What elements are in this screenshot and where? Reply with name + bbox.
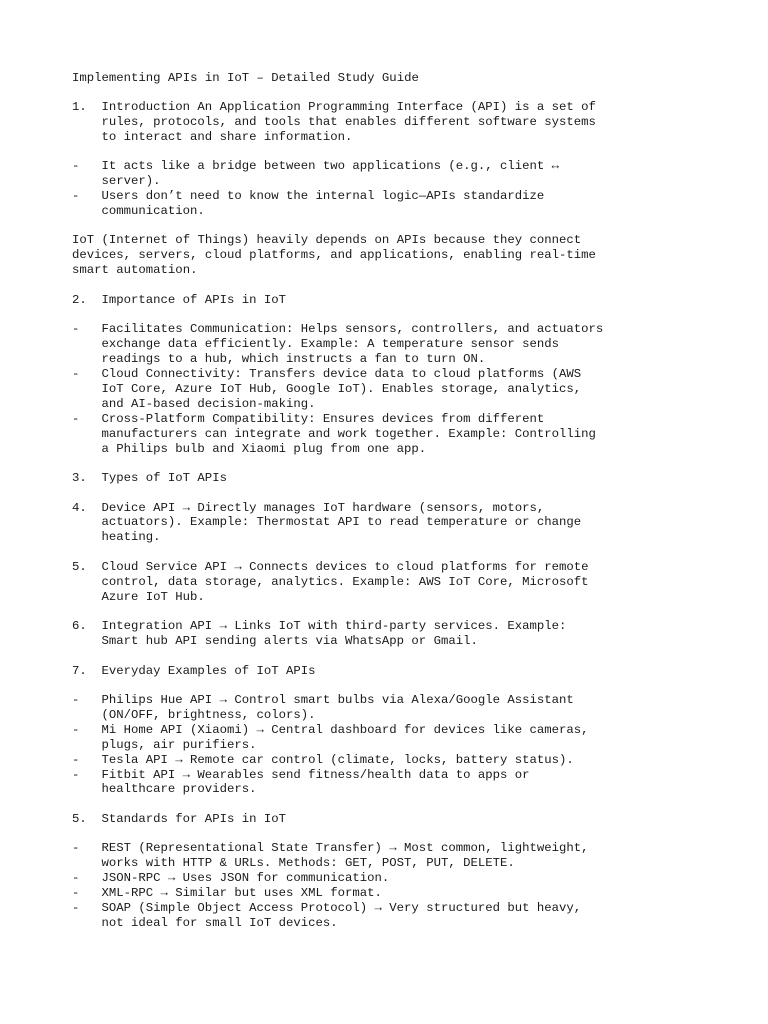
list-item xyxy=(72,693,692,723)
section-number: 5. xyxy=(72,811,87,826)
bullet-marker: - xyxy=(72,322,80,337)
section-types xyxy=(72,471,692,486)
bullet-marker: - xyxy=(72,752,80,767)
section-introduction xyxy=(72,100,692,145)
section-number: 6. xyxy=(72,619,87,634)
bullet-text: It acts like a bridge between two applications (e.g., client ↔ server). xyxy=(101,159,560,189)
list-item xyxy=(72,768,692,798)
section-importance xyxy=(72,293,692,308)
bullet-marker: - xyxy=(72,841,80,856)
section-number: 2. xyxy=(72,292,87,307)
list-item xyxy=(72,367,692,412)
list-item xyxy=(72,753,692,768)
section-integration-api xyxy=(72,619,692,649)
document-page xyxy=(72,71,692,931)
list-item xyxy=(72,871,692,886)
section-standards xyxy=(72,812,692,827)
section-heading: Importance of APIs in IoT xyxy=(101,292,286,307)
bullet-text: SOAP (Simple Object Access Protocol) → Very structured but heavy, not ideal for small IoT devices. xyxy=(101,901,582,930)
bullet-marker: - xyxy=(72,722,80,737)
list-item xyxy=(72,723,692,753)
bullet-marker: - xyxy=(72,886,80,901)
section-number: 1. xyxy=(72,99,87,114)
iot-paragraph: IoT (Internet of Things) heavily depends on APIs because they connect devices, servers, cloud platforms, and applications, enabling real-time smart automation. xyxy=(72,233,596,278)
section-text: Integration API → Links IoT with third-party services. Example: Smart hub API sending alerts via WhatsApp or Gmail. xyxy=(101,619,567,649)
bullet-text: Facilitates Communication: Helps sensors, controllers, and actuators exchange data efficiently. Example: A temperature sensor sends readings to a hub, which instructs a fan to turn ON. xyxy=(101,322,604,367)
bullet-text: Fitbit API → Wearables send fitness/health data to apps or healthcare providers. xyxy=(101,767,530,797)
bullet-text: JSON-RPC → Uses JSON for communication. xyxy=(101,871,390,886)
bullet-marker: - xyxy=(72,901,80,916)
bullet-text: REST (Representational State Transfer) → Most common, lightweight, works with HTTP & URLs. Methods: GET, POST, PUT, DELETE. xyxy=(101,841,589,871)
section-text: Device API → Directly manages IoT hardware (sensors, motors, actuators). Example: Thermostat API to read temperature or change heating. xyxy=(101,500,582,545)
bullet-marker: - xyxy=(72,189,80,204)
bullet-marker: - xyxy=(72,693,80,708)
bullet-text: Users don’t need to know the internal logic—APIs standardize communication. xyxy=(101,189,545,218)
bullet-marker: - xyxy=(72,767,80,782)
section-number: 5. xyxy=(72,559,87,574)
list-item xyxy=(72,886,692,901)
bullet-marker: - xyxy=(72,159,80,174)
bullet-marker: - xyxy=(72,871,80,886)
list-item xyxy=(72,189,692,219)
bullet-text: Cross-Platform Compatibility: Ensures devices from different manufacturers can integrate and work together. Example: Controlling a Philips bulb and Xiaomi plug from one app. xyxy=(101,411,596,456)
section-heading: Standards for APIs in IoT xyxy=(101,811,286,826)
list-item xyxy=(72,412,692,457)
section-text: Introduction An Application Programming Interface (API) is a set of rules, protocols, and tools that enables different software systems to interact and share information. xyxy=(101,99,596,144)
bullet-text: Cloud Connectivity: Transfers device data to cloud platforms (AWS IoT Core, Azure IoT Hub, Google IoT). Enables storage, analytics, and AI-based decision-making. xyxy=(101,366,582,411)
bullet-marker: - xyxy=(72,366,80,381)
bullet-text: Philips Hue API → Control smart bulbs via Alexa/Google Assistant (ON/OFF, brightness, colors). xyxy=(101,693,574,722)
section-text: Cloud Service API → Connects devices to cloud platforms for remote control, data storage, analytics. Example: AWS IoT Core, Microsoft Azure IoT Hub. xyxy=(101,559,589,604)
bullet-marker: - xyxy=(72,411,80,426)
section-device-api xyxy=(72,501,692,546)
bullet-text: Tesla API → Remote car control (climate, locks, battery status). xyxy=(101,752,574,767)
section-heading: Everyday Examples of IoT APIs xyxy=(101,663,316,678)
list-item xyxy=(72,322,692,367)
section-everyday-examples xyxy=(72,664,692,679)
section-number: 3. xyxy=(72,471,87,485)
list-item xyxy=(72,159,692,189)
list-item xyxy=(72,841,692,871)
list-item xyxy=(72,901,692,931)
section-heading: Types of IoT APIs xyxy=(101,471,227,485)
bullet-text: XML-RPC → Similar but uses XML format. xyxy=(101,886,382,901)
section-cloud-service-api xyxy=(72,560,692,605)
section-number: 4. xyxy=(72,500,87,515)
document-title: Implementing APIs in IoT – Detailed Study Guide xyxy=(72,71,419,85)
section-number: 7. xyxy=(72,663,87,678)
bullet-text: Mi Home API (Xiaomi) → Central dashboard for devices like cameras, plugs, air purifiers. xyxy=(101,722,589,752)
